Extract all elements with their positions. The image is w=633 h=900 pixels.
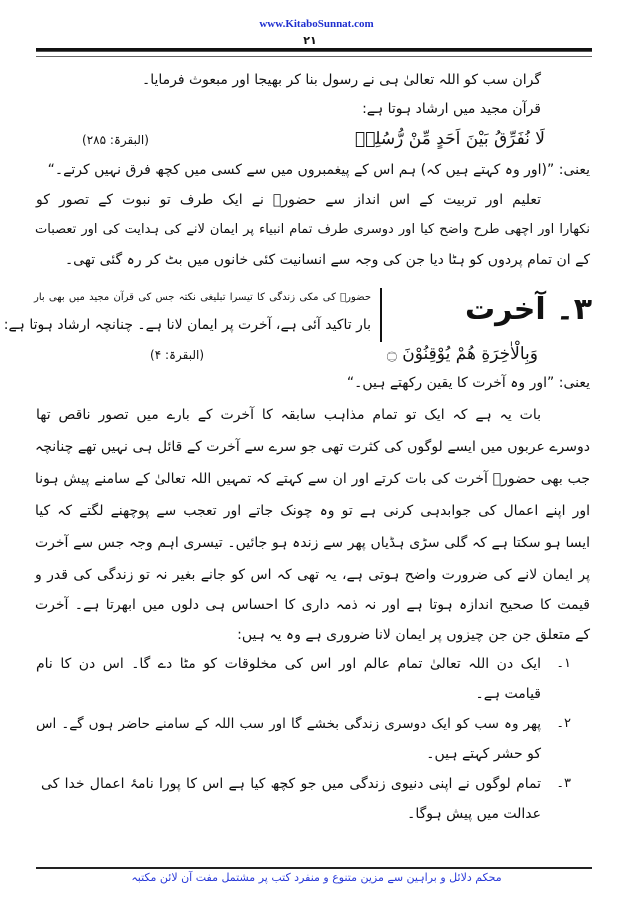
footer-tagline[interactable]: محکم دلائل و براہین سے مزین متنوع و منفرد کتب پر مشتمل مفت آن لائن مکتبہ xyxy=(131,871,502,884)
paragraph-line: پر ایمان لانے کی ضرورت واضح ہوتی ہے، یہ تھی کہ اس کو جانے بغیر نہ تو زندگی کی قدر و xyxy=(35,567,590,583)
ayah-1-translation: یعنی: ”(اور وہ کہتے ہیں کہ) ہم اس کے پیغمبروں میں سے کسی میں کچھ فرق نہیں کرتے۔“ xyxy=(47,162,590,178)
intro-line: قرآن مجید میں ارشاد ہوتا ہے: xyxy=(362,101,541,117)
section-heading: ۳۔ آخرت xyxy=(464,292,592,327)
list-number: ۲۔ xyxy=(556,716,571,731)
paragraph-line: قیمت کا صحیح اندازہ ہوتا ہے اور نہ ذمہ داری کا احساس ہی دلوں میں ابھرتا ہے۔ آخرت xyxy=(35,597,590,613)
paragraph-line: تعلیم اور تربیت کے اس انداز سے حضورؐ نے ایک طرف تو نبوت کے تصور کو xyxy=(36,192,541,208)
list-item-line: تمام لوگوں نے اپنی دنیوی زندگی میں جو کچھ کیا ہے اس کا پورا نامۂ اعمال خدا کی xyxy=(41,776,541,792)
ayah-1: لَا نُفَرِّقُ بَیْنَ اَحَدٍ مِّنْ رُّسُلِهٖ xyxy=(354,129,545,149)
ayah-2-reference: (البقرۃ: ۴) xyxy=(150,348,205,362)
ayah-2-translation: یعنی: ”اور وہ آخرت کا یقین رکھتے ہیں۔“ xyxy=(346,375,590,391)
paragraph-line: نکھارا اور اچھی طرح واضح کیا اور دوسری طرف تمام انبیاء پر ایمان لانے کی ہدایت کی اور تعصبات xyxy=(35,222,590,237)
section-heading-box xyxy=(380,288,592,342)
paragraph-line: ایسا ہو سکتا ہے کہ گلی سڑی ہڈیاں پھر سے زندہ ہو جائیں۔ تیسری اہم وجہ جس سے آخرت xyxy=(35,535,590,551)
page-number: ۲۱ xyxy=(303,34,317,47)
list-number: ۱۔ xyxy=(556,656,571,671)
paragraph-line: دوسرے عربوں میں ایسے لوگوں کی کثرت تھی جو سرے سے آخرت کے قائل ہی نہیں تھے چنانچہ xyxy=(35,439,590,455)
list-number: ۳۔ xyxy=(556,776,571,791)
section-intro-line: حضورؐ کی مکی زندگی کا تیسرا تبلیغی نکتہ جس کی قرآن مجید میں بھی بار xyxy=(34,292,371,303)
header-rule-thin xyxy=(36,56,592,57)
header-rule xyxy=(36,48,592,52)
site-url[interactable]: www.KitaboSunnat.com xyxy=(259,18,374,30)
paragraph-line: بات یہ ہے کہ ایک تو تمام مذاہب سابقہ کا آخرت کے بارے میں تصور ناقص تھا xyxy=(36,407,541,423)
ayah-1-reference: (البقرۃ: ۲۸۵) xyxy=(82,133,149,147)
paragraph-line: کے متعلق جن جن چیزوں پر ایمان لانا ضروری ہے وہ یہ ہیں: xyxy=(237,627,590,643)
list-item-line: عدالت میں پیش ہوگا۔ xyxy=(407,806,541,822)
list-item-line: قیامت ہے۔ xyxy=(475,686,541,702)
paragraph-line: اور اپنے اعمال کی جوابدہی کرنی ہے تو وہ چونک جاتے اور تعجب سے پوچھنے لگتے کہ کیا xyxy=(35,503,590,519)
paragraph-line: جب بھی حضورؐ آخرت کی بات کرتے اور ان سے کہتے کہ تمہیں اللہ تعالیٰ کے سامنے پیش ہونا xyxy=(35,471,590,487)
list-item-line: پھر وہ سب کو ایک دوسری زندگی بخشے گا اور سب اللہ کے سامنے حاضر ہوں گے۔ اس xyxy=(36,716,541,732)
section-intro-line: بار تاکید آئی ہے، آخرت پر ایمان لانا ہے۔ چنانچہ ارشاد ہوتا ہے: xyxy=(3,317,371,333)
list-item-line: ایک دن اللہ تعالیٰ تمام عالم اور اس کی مخلوقات کو مٹا دے گا۔ اس دن کا نام xyxy=(36,656,541,672)
ayah-2: وَبِالْاٰخِرَةِ هُمْ یُوْقِنُوْنَ ۝ xyxy=(386,344,538,364)
list-item-line: کو حشر کہتے ہیں۔ xyxy=(426,746,541,762)
paragraph-line: کے ان تمام پردوں کو ہٹا دیا جن کی وجہ سے انسانیت کئی خانوں میں بٹ کر رہ گئی تھی۔ xyxy=(64,252,590,268)
intro-line: گران سب کو اللہ تعالیٰ ہی نے رسول بنا کر بھیجا اور مبعوث فرمایا۔ xyxy=(142,72,541,88)
footer-rule xyxy=(36,867,592,869)
